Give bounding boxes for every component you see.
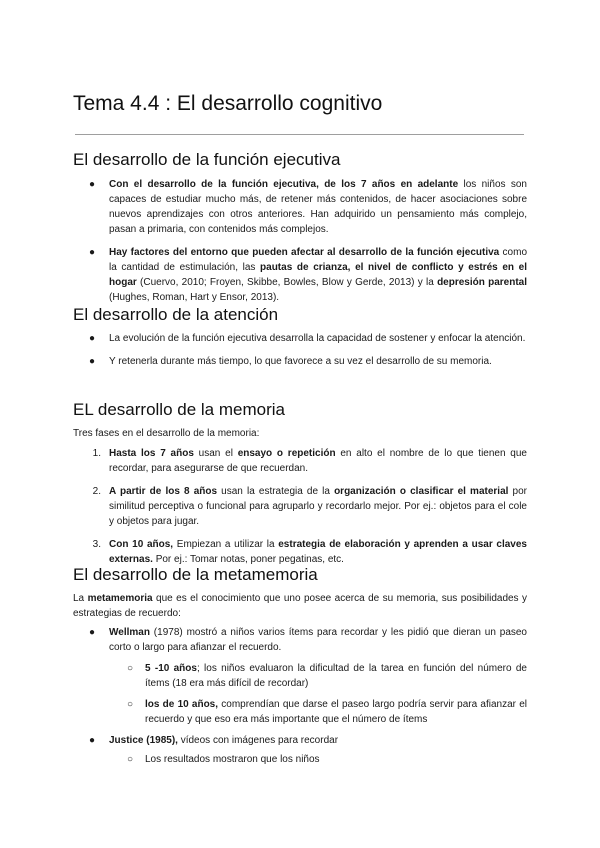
metamemoria-intro: [73, 591, 527, 621]
bold-text: los de 10 años,: [145, 699, 219, 710]
list-ejecutiva: [73, 177, 527, 313]
body-text: (Cuervo, 2010; Froyen, Skibbe, Bowles, Blow y Gerde, 2013) y la: [136, 277, 438, 288]
bullet-icon: ●: [89, 356, 96, 367]
body-text: La evolución de la función ejecutiva desarrolla la capacidad de sostener y enfocar la atención.: [109, 333, 526, 344]
body-text: Y retenerla durante más tiempo, lo que favorece a su vez el desarrollo de su memoria.: [109, 356, 492, 367]
list-item: [73, 354, 527, 369]
list-atencion: [73, 331, 527, 377]
bold-text: Wellman: [109, 627, 150, 638]
bold-text: Hay factores del entorno que pueden afectar al desarrollo de la función ejecutiva: [109, 247, 500, 258]
bold-text: organización o clasificar el material: [334, 486, 509, 497]
list-item: [73, 484, 527, 529]
body-text: (Hughes, Roman, Hart y Ensor, 2013).: [109, 292, 280, 303]
body-text: como la cantidad de estimulación, las: [109, 247, 528, 273]
list-number: 3.: [92, 539, 101, 550]
heading-metamemoria: El desarrollo de la metamemoria: [73, 565, 318, 584]
heading-ejecutiva: El desarrollo de la función ejecutiva: [73, 150, 341, 169]
bullet-icon: ●: [89, 179, 96, 190]
bold-text: Con el desarrollo de la función ejecutiva, de los 7 años en adelante: [109, 179, 459, 190]
heading-memoria: EL desarrollo de la memoria: [73, 400, 285, 419]
bold-text: Con 10 años,: [109, 539, 174, 550]
body-text: por similitud perceptiva o funcional para agruparlo y recordarlo mejor. Por ej.: objetos para el cole y objetos para jugar.: [109, 486, 527, 527]
list-number: 2.: [92, 486, 101, 497]
body-text: Los resultados mostraron que los niños: [145, 754, 320, 765]
list-memoria: [73, 446, 527, 575]
heading-atencion: El desarrollo de la atención: [73, 305, 279, 324]
body-text: La: [73, 593, 88, 604]
title-divider: [75, 134, 524, 135]
bold-text: 5 -10 años: [145, 663, 197, 674]
list-item: [73, 537, 527, 567]
body-text: los niños son capaces de estudiar mucho más, de retener más contenidos, de hacer asociaciones sobre nuevos aprendizajes con otros anteriores. Han adquirido un pensamiento más complejo, pasan a primaria, con contenidos más complejos.: [109, 179, 527, 235]
bold-text: metamemoria: [87, 593, 153, 604]
sub-list-item: [73, 752, 527, 767]
bullet-icon: ●: [89, 627, 96, 638]
body-text: usan la estrategia de la: [217, 486, 335, 497]
page-title: Tema 4.4 : El desarrollo cognitivo: [73, 92, 383, 115]
sub-list-item: [73, 697, 527, 727]
bold-text: ensayo o repetición: [237, 448, 336, 459]
list-item: [73, 733, 527, 748]
list-item: [73, 625, 527, 655]
list-item: [73, 177, 527, 237]
circle-bullet-icon: ○: [127, 754, 134, 765]
bullet-icon: ●: [89, 735, 96, 746]
body-text: Empiezan a utilizar la: [173, 539, 279, 550]
list-item: [73, 245, 527, 305]
bold-text: estrategia de elaboración y aprenden a usar claves externas.: [109, 539, 527, 565]
bullet-icon: ●: [89, 247, 96, 258]
bullet-icon: ●: [89, 333, 96, 344]
bold-text: depresión parental: [437, 277, 528, 288]
body-text: comprendían que darse el paseo largo podría servir para afianzar el recuerdo y que eso era más importante que el número de ítems: [145, 699, 527, 725]
body-text: en alto el nombre de lo que tienen que recordar, para asegurarse de que recuerdan.: [109, 448, 527, 474]
bold-text: A partir de los 8 años: [109, 486, 218, 497]
list-item: [73, 446, 527, 476]
bold-text: pautas de crianza, el nivel de conflicto y estrés en el hogar: [109, 262, 528, 288]
body-text: ; los niños evaluaron la dificultad de la tarea en función del número de ítems (18 era más difícil de recordar): [145, 663, 527, 689]
list-item: [73, 331, 527, 346]
bold-text: Justice (1985),: [109, 735, 178, 746]
body-text: usan el: [193, 448, 238, 459]
circle-bullet-icon: ○: [127, 663, 134, 674]
body-text: Por ej.: Tomar notas, poner pegatinas, etc.: [152, 554, 344, 565]
body-text: que es el conocimiento que uno posee acerca de su memoria, sus posibilidades y estrategias de recuerdo:: [73, 593, 527, 619]
sub-list-item: [73, 661, 527, 691]
bold-text: Hasta los 7 años: [109, 448, 194, 459]
body-text: (1978) mostró a niños varios ítems para recordar y les pidió que dieran un paseo corto o largo para afianzar el recuerdo.: [109, 627, 527, 653]
circle-bullet-icon: ○: [127, 699, 134, 710]
list-metamemoria: [73, 625, 527, 773]
memoria-intro: Tres fases en el desarrollo de la memoria:: [73, 428, 260, 439]
list-number: 1.: [92, 448, 101, 459]
body-text: vídeos con imágenes para recordar: [177, 735, 339, 746]
